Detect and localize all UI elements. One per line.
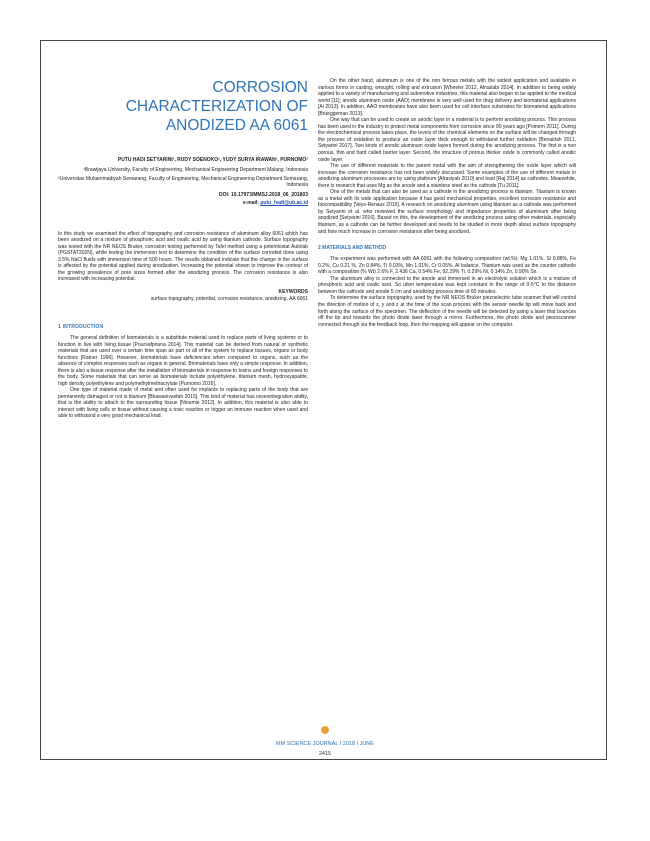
intro-paragraph: One type of material made of metal and often used for implants to replacing parts of the body that are permanently damaged or not is titanium [Bhawanivasfah 2015]. This kind of material has osseointegration ability, that is the ability to attach to the surrounding tissue [Ninomie 2012]. In addition, this material is also able to interact with living cells or tissue without causing a toxic reaction or trigger an immune reaction when used and able to withstand a very good mechanical load. [58,387,308,420]
page-number: 2415 [318,751,332,757]
right-column [318,78,576,328]
affiliation-2: ²Universitas Muhammadiyah Semarang, Faculty of Engineering, Mechanical Engineering Department Semarang, Indonesia [58,176,308,189]
page-footer [0,721,650,758]
keywords: surface topography, potential, corrosion resistance, anodizing, AA 6061 [150,295,308,302]
affiliations [58,167,308,189]
body-paragraph: The use of different materials to the parent metal with the aim of strengthening the oxide layer which will increase the corrosion resistance has not been widely discussed. Some examples of the use of different metals in anodizing aluminum processes are by using platinum [Afrasiyab 2010] and lead [Raj 2014] as cathodes. Meanwhile, there is research that uses Mg as the anode and a stainless steel as the cathode [Tu 2011]. [318,163,576,189]
body-paragraph: One of the metals that can also be used as a cathode in the anodizing process is titanium. Titanium is known as a metal with its wide application because it has good mechanical properties, excellent corrosion resistance and biocompatibility [Veys-Renaux 2016]. A research on anodizing aluminum using titanium as a cathode was performed by Setyarini et al. who reviewed the surface morphology and impedance properties of aluminium after being anodized [Setyarini 2016]. Based on this, the development of the anodizing process using other materials, especially titanium, as a cathode can be further developed and needs to be studied in more depth about surface topography and how much increase in corrosion resistance after being anodized. [318,189,576,235]
paper-title: CORROSION CHARACTERIZATION OF ANODIZED AA 6061 [125,79,308,134]
keywords-heading: KEYWORDS [278,288,308,295]
section-heading-introduction: 1 INTRODUCTION [58,324,104,331]
body-paragraph: On the other hand, aluminum is one of the non ferrous metals with the widest application and available in various forms in casting, wrought, rolling and extrusion [Wheeler 2012, Afrasiabi 2014]. In addition to being widely applied to a variety of manufacturing and automotive industries, this material also began to be applied to the medical world [11]; anodic aluminum oxide (AAO) membrane is very well used for drug delivery and biomaterial applications [Ai 2013]. In addition, AAO membranes have also been used for cell interface substrates for biomaterial applications [Brueggeman 2013]. [318,78,576,117]
affiliation-1: ¹Brawijaya University, Faculty of Engineering, Mechanical Engineering Department Malang, Indonesia [83,166,308,173]
journal-name: MM SCIENCE JOURNAL I 2018 I JUNE [276,741,374,747]
methods-paragraph: To determine the surface topography, used by the NR NEOS Bruker piezoelectric tube scanner that will control the direction of motion of x, y and z at the time of the scan process with the sensor needle tip will move back and forth along the surface of the specimen. The deflection of the needle will be detected by using a laser that bounces off the tip and towards the photo diode laser through a mirror. Furthermore, the photo diode and piezoscanner connected through via the feedback loop, then the mapping will appear on the computer. [318,295,576,328]
methods-paragraph: The experiment was performed with AA 6061 with the following composition (wt.%): Mg 1.01%, Si 0.88%, Fe 0.2%, Cu 0.21 %, Zn 0.84%, Ti 0.03%, Mn 1.01%, Cr 0.05%, Al balance. Titanium was used as the counter cathode with a composition (% Wt) 2.6% F, 2.436 Ca, 0.54% Fe, 92.29% Ti, 0.29% Ni, 0.14% Zn, 0.90% Sn. [318,256,576,276]
email-label: e-mail: [242,199,259,206]
left-column [58,78,308,420]
email-link[interactable]: putu_hadi@ub.ac.id [260,199,308,206]
journal-logo-icon [321,726,329,734]
abstract: In this study we examined the effect of topography and corrosion resistance of aluminum alloy 6061 which has been anodized on a mixture of phosphoric acid and oxalic acid by using titanium cathode. Surface topography was tested with the NR NEOS Bruker, corrosion testing performed by Tafel method using a potentiostat Autolab (PGSTAT302N), while testing the immersion test to determine the condition of the surface corroded done using 3.5% NaCl fluids with immersion time of 500 hours. The results obtained indicate that the change in the surface is affected by the potential applied during anodization. Increasing the potential shown to improve the contour of the growing prevalence of pore sizes formed after the anodizing process. The corrosion resistance is also increased with increasing potential. [58,230,308,283]
email-line [58,200,308,207]
doi: DOI: 10.17973/MMSJ.2018_06_201803 [219,191,308,198]
section-heading-methods: 2 MATERIALS AND METHOD [318,245,387,252]
author-list: PUTU HADI SETYARINI¹, RUDY SOENOKO¹, YUDY SURYA IRAWAN¹, PURNOMO² [117,157,308,163]
body-paragraph: One way that can be used to create an anodic layer in a material is to perform anodizing process. This process has been used in the industry to protect metal components from corrosion since 90 years ago [Poinern 2011]. During the electrochemical process takes place, the levels of the chemical elements on the surface will be changed through the process of oxidation to produce an oxide layer thick enough to withstand further oxidation [Benaidah 2011, Setyarini 2017]. Two kinds of anodic aluminum oxide layers formed during the anodizing process. The first is a non porous, thin and hard called barrier layer. Second, the structure of porous thicker oxide is commonly called anodic oxide layer. [318,117,576,163]
intro-paragraph: The general definition of biomaterials is a substitute material used to replace parts of living systems or to function in live with living tissue [Poursafpouna 2014]. This material can be derived from natural or synthetic materials that are used over a certain time span as part or all of the system to replace tissues, organs or body functions [Ratner 1996]. However, biomaterials have deficiencies when compared to organs, such as the absence of complex responses such as organs in general. Biomaterials have only a simple response. In addition, there is also a tissue response after the installation of biomaterials in response to toxins and foreign responses to the body. Some materials that can serve as biomaterials include polyethylene, titanium mesh, hydroxyapatite, high density polyethylene and polymethylmethacrylate [Purnomo 2016]. [58,335,308,387]
methods-paragraph: The aluminum alloy is connected to the anode and immersed in an electrolyte solution which is a mixture of phosphoric acid and oxalic acid. So ution temperature was kept constant in the range of 0-5°C to the distance between the cathode and anode 5 cm and anodizing process time of 60 minutes. [318,275,576,295]
